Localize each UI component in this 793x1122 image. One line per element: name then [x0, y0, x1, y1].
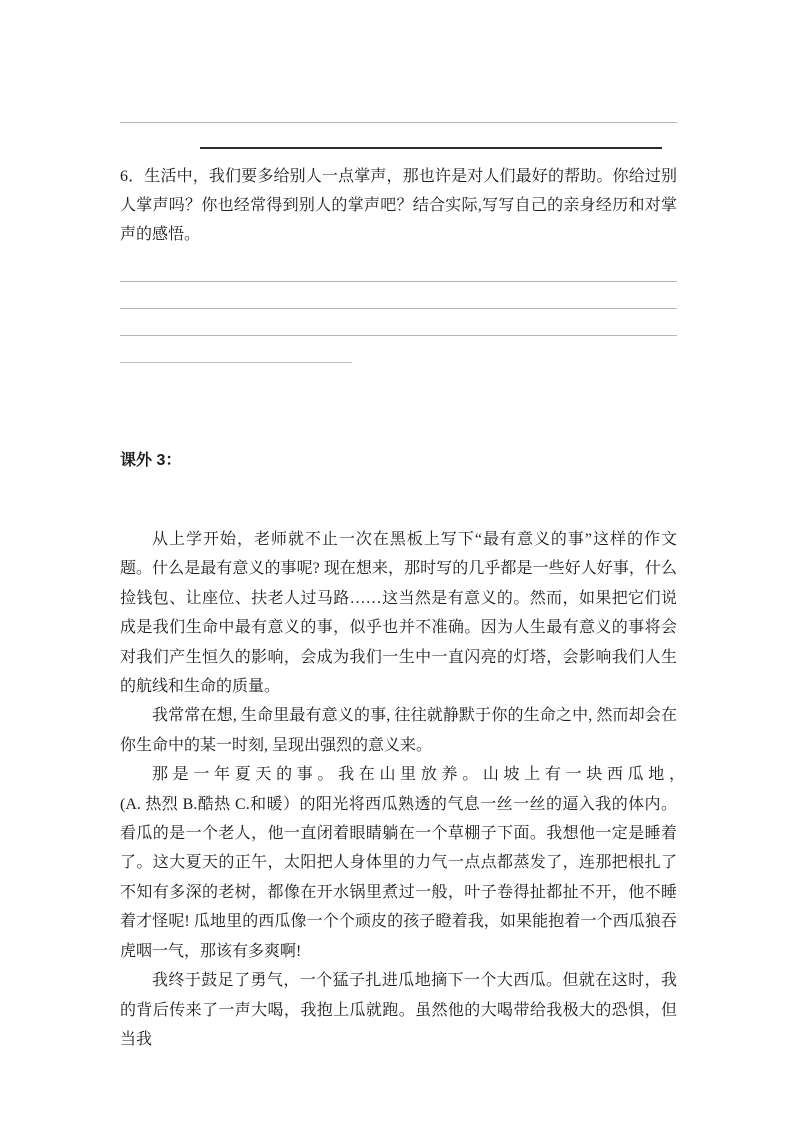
question-6-text: 6．生活中，我们要多给别人一点掌声，那也许是对人们最好的帮助。你给过别人掌声吗？你也经常得到别人的掌声吧？结合实际,写写自己的亲身经历和对掌声的感悟。	[120, 168, 677, 243]
document-content	[120, 0, 790, 1054]
answer-line	[120, 281, 677, 282]
answer-line	[120, 335, 677, 336]
section-heading: 课外 3：	[120, 452, 182, 469]
reading-paragraph: 我终于鼓足了勇气，一个猛子扎进瓜地摘下一个大西瓜。但就在这时，我的背后传来了一声大喝，我抱上瓜就跑。虽然他的大喝带给我极大的恐惧，但当我	[120, 972, 677, 1048]
answer-line	[120, 308, 677, 309]
underline	[200, 147, 662, 149]
reading-paragraph: 从上学开始，老师就不止一次在黑板上写下“最有意义的事”这样的作文题。什么是最有意义的事呢? 现在想来，那时写的几乎都是一些好人好事，什么捡钱包、让座位、扶老人过马路……这当然是有意义的。然而，如果把它们说成是我们生命中最有意义的事，似乎也并不准确。因为人生最有意义的事将会对我们产生恒久的影响，会成为我们一生中一直闪亮的灯塔，会影响我们人生的航线和生命的质量。	[120, 531, 677, 696]
reading-paragraph: 我常常在想, 生命里最有意义的事, 往往就静默于你的生命之中, 然而却会在你生命中的某一时刻, 呈现出强烈的意义来。	[120, 707, 677, 754]
answer-line	[120, 122, 677, 123]
answer-line-short	[120, 362, 352, 363]
reading-paragraph: 那是一年夏天的事。我在山里放养。山坡上有一块西瓜地， (A. 热烈 B.酷热 C.和暖）的阳光将西瓜熟透的气息一丝一丝的逼入我的体内。看瓜的是一个老人，他一直闭着眼睛躺在一个草棚子下面。我想他一定是睡着了。这大夏天的正午，太阳把人身体里的力气一点点都蒸发了，连那把根扎了不知有多深的老树，都像在开水锅里煮过一般，叶子卷得扯都扯不开，他不睡着才怪呢! 瓜地里的西瓜像一个个顽皮的孩子瞪着我，如果能抱着一个西瓜狼吞虎咽一气，那该有多爽啊!	[120, 766, 790, 960]
answer-lines-block	[120, 281, 677, 363]
